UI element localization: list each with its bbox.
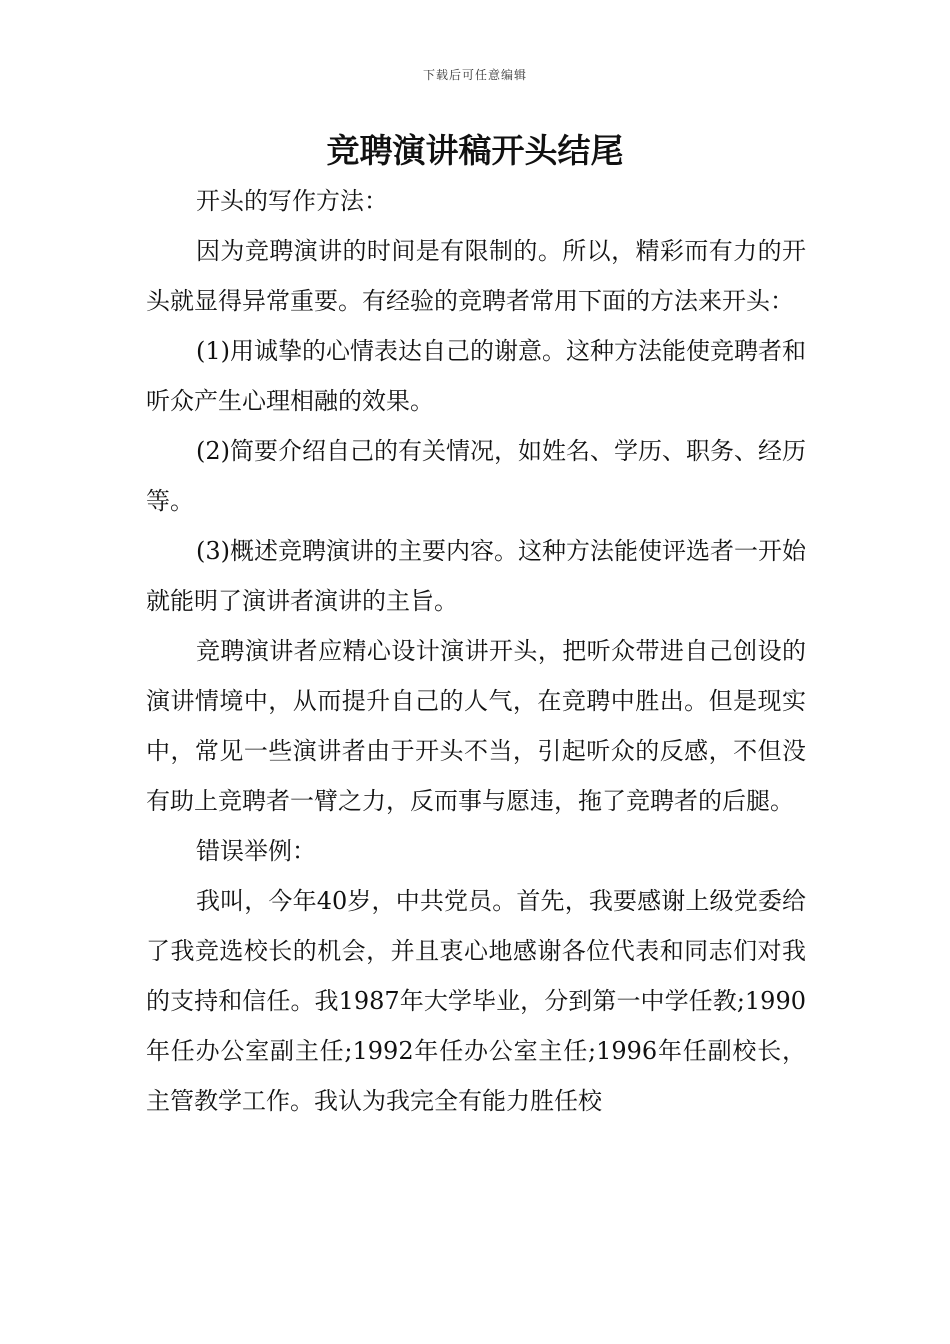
paragraph-error-example: 我叫，今年40岁，中共党员。首先，我要感谢上级党委给了我竞选校长的机会，并且衷心地感谢各位代表和同志们对我的支持和信任。我1987年大学毕业，分到第一中学任教;1990年任办公室副主任;1992年任办公室主任;1996年任副校长，主管教学工作。我认为我完全有能力胜任校 <box>146 887 806 1115</box>
paragraph-error-example-heading: 错误举例： <box>196 837 316 865</box>
paragraph-opening-methods-heading: 开头的写作方法： <box>196 187 388 215</box>
paragraph-method-3: (3)概述竞聘演讲的主要内容。这种方法能使评选者一开始就能明了演讲者演讲的主旨。 <box>146 537 806 615</box>
paragraph-method-2: (2)简要介绍自己的有关情况，如姓名、学历、职务、经历等。 <box>146 437 806 515</box>
paragraph-advice: 竞聘演讲者应精心设计演讲开头，把听众带进自己创设的演讲情境中，从而提升自己的人气，在竞聘中胜出。但是现实中，常见一些演讲者由于开头不当，引起听众的反感，不但没有助上竞聘者一臂之力，反而事与愿违，拖了竞聘者的后腿。 <box>146 637 806 815</box>
document-title: 竞聘演讲稿开头结尾 <box>326 131 624 170</box>
header-note: 下载后可任意编辑 <box>422 68 527 82</box>
paragraph-method-1: (1)用诚挚的心情表达自己的谢意。这种方法能使竞聘者和听众产生心理相融的效果。 <box>146 337 806 415</box>
document-body <box>146 176 806 1126</box>
paragraph-intro: 因为竞聘演讲的时间是有限制的。所以，精彩而有力的开头就显得异常重要。有经验的竞聘者常用下面的方法来开头： <box>146 237 806 315</box>
